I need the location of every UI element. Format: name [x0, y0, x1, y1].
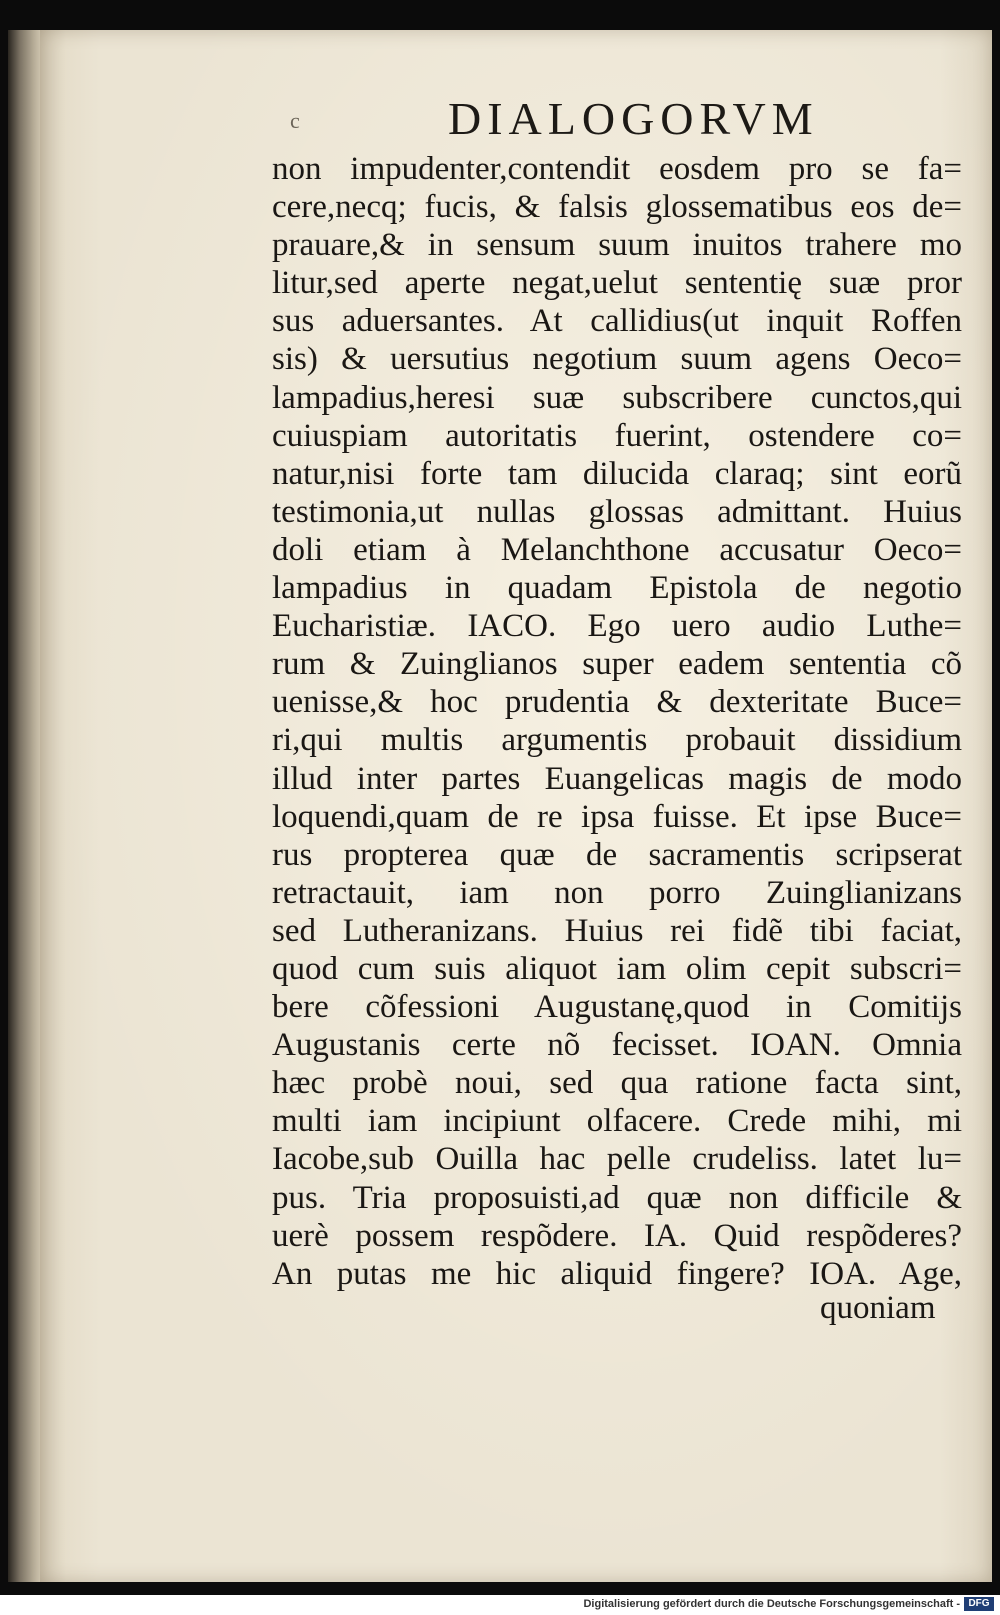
text-line: illud inter partes Euangelicas magis de modo [272, 760, 962, 797]
text-line: loquendi,quam de re ipsa fuisse. Et ipse Buce= [272, 798, 962, 835]
text-line: uenisse,& hoc prudentia & dexteritate Buce= [272, 684, 962, 721]
text-line: cere,necq; fucis, & falsis glossematibus eos de= [272, 189, 962, 226]
running-head: DIALOGORVM [448, 93, 819, 144]
text-line: uerè possem respõdere. IA. Quid respõderes? [272, 1217, 962, 1254]
text-line: rum & Zuinglianos super eadem sententia cõ [272, 646, 962, 683]
text-line: litur,sed aperte negat,uelut sententię suæ pror [272, 265, 962, 302]
catchword: quoniam [820, 1290, 936, 1326]
text-line: lampadius in quadam Epistola de negotio [272, 570, 962, 607]
body-text [272, 150, 962, 1293]
text-line: hæc probè noui, sed qua ratione facta sint, [272, 1065, 962, 1102]
text-line: testimonia,ut nullas glossas admittant. Huius [272, 493, 962, 530]
digitization-credit: Digitalisierung gefördert durch die Deutsche Forschungsgemeinschaft - [583, 1598, 960, 1610]
folio-mark: c [290, 108, 300, 133]
text-line: prauare,& in sensum suum inuitos trahere mo [272, 227, 962, 264]
text-line: Augustanis certe nõ fecisset. IOAN. Omnia [272, 1027, 962, 1064]
text-line: natur,nisi forte tam dilucida claraq; sint eorũ [272, 455, 962, 492]
text-line: bere cõfessioni Augustanę,quod in Comitijs [272, 989, 962, 1026]
text-line: sed Lutheranizans. Huius rei fidẽ tibi faciat, [272, 912, 962, 949]
text-line: lampadius,heresi suæ subscribere cunctos,qui [272, 379, 962, 416]
text-line: Eucharistiæ. IACO. Ego uero audio Luthe= [272, 608, 962, 645]
text-line: retractauit, iam non porro Zuinglianizans [272, 874, 962, 911]
text-line: cuiuspiam autoritatis fuerint, ostendere co= [272, 417, 962, 454]
text-line: ri,qui multis argumentis probauit dissidium [272, 722, 962, 759]
dfg-logo-icon: DFG [964, 1597, 994, 1611]
text-line: rus propterea quæ de sacramentis scripserat [272, 836, 962, 873]
text-line: An putas me hic aliquid fingere? IOA. Age, [272, 1255, 962, 1292]
text-line: sus aduersantes. At callidius(ut inquit Roffen [272, 303, 962, 340]
text-line: sis) & uersutius negotium suum agens Oeco= [272, 341, 962, 378]
book-gutter-edge [8, 30, 42, 1582]
text-line: Iacobe,sub Ouilla hac pelle crudeliss. latet lu= [272, 1141, 962, 1178]
text-line: doli etiam à Melanchthone accusatur Oeco= [272, 531, 962, 568]
text-line: pus. Tria proposuisti,ad quæ non difficile & [272, 1179, 962, 1216]
text-line: multi iam incipiunt olfacere. Crede mihi, mi [272, 1103, 962, 1140]
text-line: non impudenter,contendit eosdem pro se fa= [272, 151, 962, 187]
text-line: quod cum suis aliquot iam olim cepit subscri= [272, 950, 962, 987]
